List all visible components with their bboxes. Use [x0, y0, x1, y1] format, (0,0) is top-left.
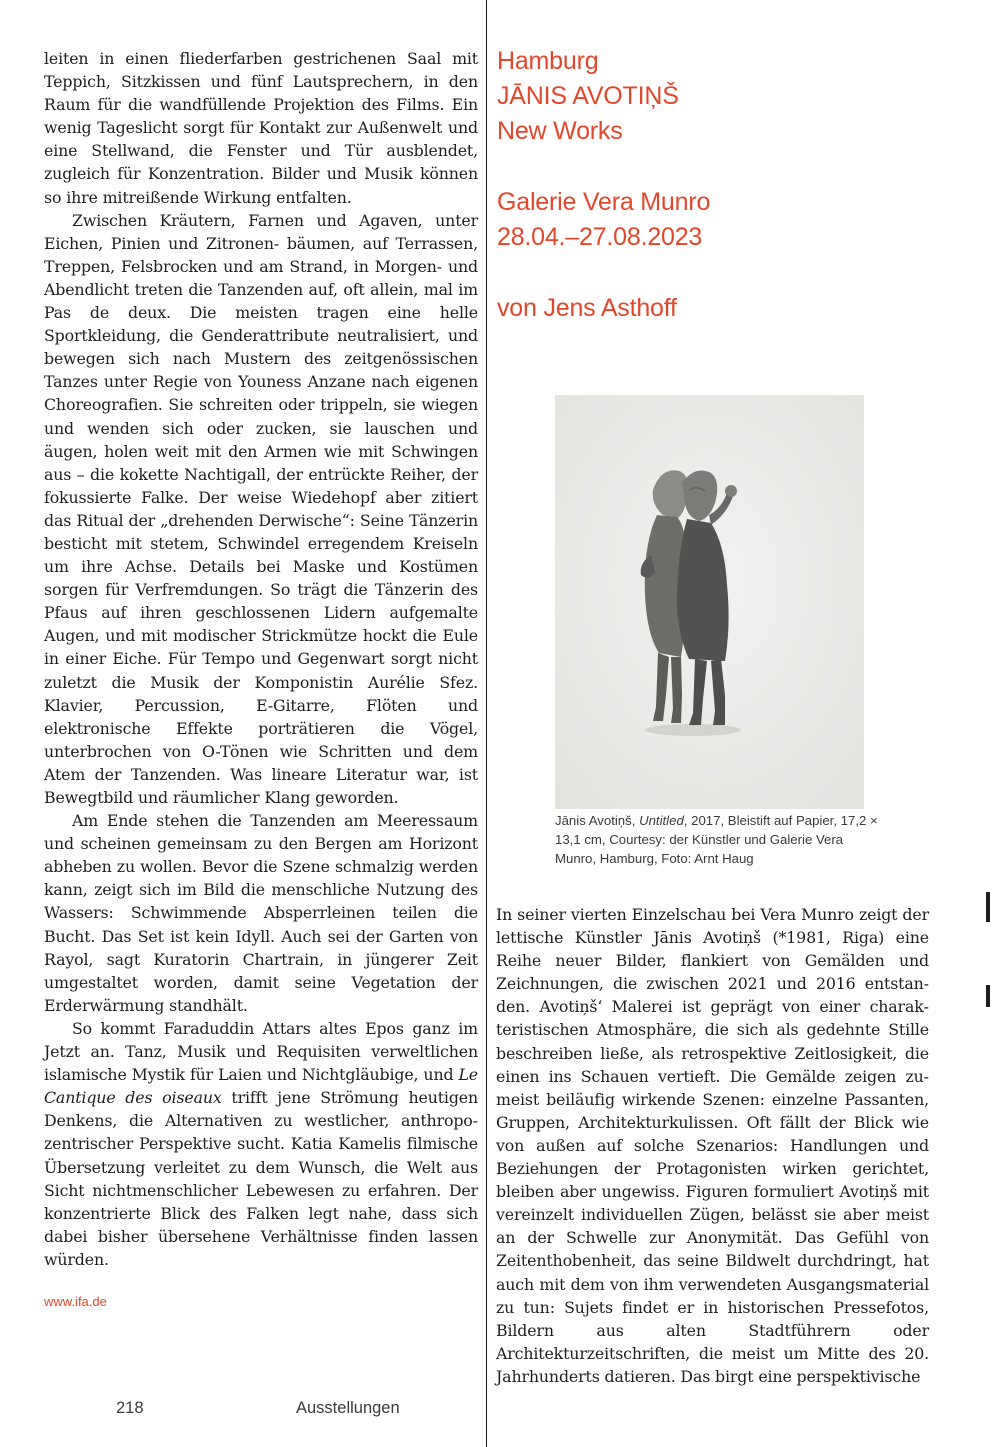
review-body: In seiner vierten Einzelschau bei Vera Munro zeigt der lettische Künstler Jānis Avotiņš (*1981, Riga) eine Reihe neuer Bilder, flankiert von Gemälden und Zeichnungen, die zwischen 2021 und 2016 entstanden. Avotiņš‘ Malerei ist geprägt von einer charakteristischen Atmosphäre, die sich als gedehnte Stille beschreiben ließe, als retrospektive Zeitlosigkeit, die einen ins Schauen vertieft. Die Gemälde zeigen zumeist beiläufig wirkende Szenen: einzelne Passanten, Gruppen, Architekturkulissen. Oft fällt der Blick wie von außen auf solche Szenarios: Handlungen und Beziehungen der Protagonisten wirken gerichtet, bleiben aber ungewiss. Figuren formuliert Avotiņš mit vereinzelt individuellen Zügen, belässt sie aber meist an der Schwelle zur Anonymität. Das Gefühl von Zeitenthobenheit, das seine Bildwelt durchdringt, hat auch mit dem von ihm verwendeten Ausgangsmaterial zu tun: Sujets findet er in historischen Pressefotos, Bildern aus alten Stadtführern oder Architekturzeitschriften, die meist um Mitte des 20. Jahrhunderts datieren. Das birgt eine perspektivische — [496, 905, 929, 1386]
left-column — [44, 47, 478, 1271]
left-paragraph-4-end: trifft jene Strömung heutigen Denkens, die Alternativen zu westlicher, anthropozentrischer Perspektive sucht. Katia Kamelis filmische Übersetzung verleitet zu dem Wunsch, die Welt aus Sicht nichtmenschlicher Lebewesen zu erfahren. Der konzentrierte Blick des Falken legt nahe, dass sich dabei bisher übersehene Verhältnisse finden lassen würden. — [44, 1088, 479, 1269]
caption-artist: Jānis Avotiņš, — [555, 813, 640, 828]
film-title: Le Cantique des oiseaux — [44, 1065, 478, 1108]
header-spacer — [497, 149, 967, 185]
left-paragraph-3: Am Ende stehen die Tanzenden am Meeressaum und scheinen gemeinsam zu den Bergen am Horizont abheben zu wollen. Bevor die Szene schmalzig werden kann, zeigt sich im Bild die menschliche Nutzung des Wassers: Schwimmende Absperrleinen teilen die Bucht. Das Set ist kein Idyll. Auch sei der Garten von Rayol, sagt Kuratorin Chartrain, in jüngerer Zeit umgestaltet worden, damit seine Vegetation der Erderwärmung standhält. — [44, 811, 478, 1015]
header-exhibition-title: New Works — [497, 117, 623, 145]
column-divider — [486, 0, 487, 1447]
artwork-image — [555, 395, 864, 809]
caption-details: , 2017, Bleistift auf Papier, 17,2 × 13,1 cm, Courtesy: der Künstler und Galerie Vera Munro, Hamburg, Foto: Arnt Haug — [555, 813, 878, 867]
section-name: Ausstellungen — [296, 1399, 400, 1417]
header-author: von Jens Asthoff — [497, 294, 677, 322]
exhibition-header — [497, 44, 967, 326]
left-paragraph-1: leiten in einen fliederfarben gestrichenen Saal mit Teppich, Sitzkissen und fünf Lautsprechern, in den Raum für die wandfüllende Projektion des Films. Ein wenig Tageslicht sorgt für Kontakt zur Außenwelt und eine Stellwand, die Fenster und Tür ausblendet, zugleich für Konzentration. Bilder und Musik können so ihre mitreißende Wirkung entfalten. — [44, 49, 478, 207]
edge-mark — [986, 985, 990, 1007]
header-spacer — [497, 255, 967, 291]
header-artist: JĀNIS AVOTIŅŠ — [497, 82, 679, 110]
right-column — [496, 903, 929, 1388]
caption-title: Untitled — [639, 813, 684, 828]
left-paragraph-2: Zwischen Kräutern, Farnen und Agaven, unter Eichen, Pinien und Zitronen- bäumen, auf Terrassen, Treppen, Felsbrocken und am Strand, in Morgen- und Abendlicht treten die Tanzenden auf, oft allein, mal im Pas de deux. Die meisten tragen eine helle Sportkleidung, die Genderattribute neutralisiert, und bewegen sich nach Mustern des zeitgenössischen Tanzes unter Regie von Youness Anzane nach eigenen Choreografien. Sie schreiten oder trippeln, sie wiegen und wenden sich oder zucken, sie lauschen und äugen, holen weit mit den Armen wie mit Schwingen aus – die kokette Nachtigall, der entrückte Reiher, der fokussierte Falke. Der weise Wiedehopf aber zitiert das Ritual der „drehenden Derwische“: Seine Tänzerin besticht mit stetem, Schwindel erregendem Kreiseln um ihre Achse. Details bei Maske und Kostümen sorgen für Verfremdungen. So trägt die Tänzerin des Pfaus auf ihren geschlossenen Lidern aufgemalte Augen, und mit modischer Strickmütze hockt die Eule in einer Eiche. Für Tempo und Gegenwart sorgt nicht zuletzt die Musik der Komponistin Aurélie Sfez. Klavier, Percussion, E-Gitarre, Flöten und elektronische Effekte porträtieren die Vögel, unterbrochen von O-Tönen wie Schritten und dem Atem der Tanzenden. Was lineare Literatur war, ist Bewegtbild und räumlicher Klang geworden. — [44, 210, 478, 807]
left-paragraph-4-start: So kommt Faraduddin Attars altes Epos ganz im Jetzt an. Tanz, Musik und Requisiten verweltlichen islamische Mystik für Laien und Nichtgläubige, und — [44, 1018, 478, 1085]
left-paragraph-4 — [44, 1017, 478, 1271]
image-caption — [555, 811, 885, 869]
header-city: Hamburg — [497, 47, 599, 75]
source-url[interactable]: www.ifa.de — [44, 1294, 107, 1309]
edge-mark — [986, 892, 990, 922]
header-gallery: Galerie Vera Munro — [497, 188, 711, 216]
pencil-drawing-two-figures — [555, 395, 864, 809]
header-dates: 28.04.–27.08.2023 — [497, 223, 703, 251]
page-number: 218 — [116, 1399, 144, 1417]
